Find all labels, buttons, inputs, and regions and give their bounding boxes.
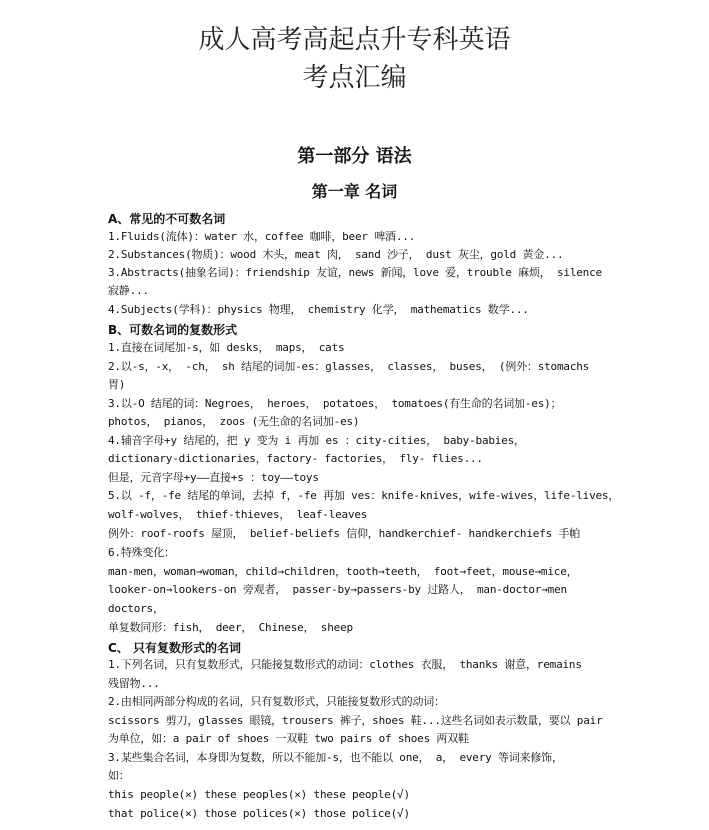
section-b-line: man-men，woman→woman，child→children，tooth→teeth， foot→feet，mouse→mice， bbox=[108, 565, 578, 578]
section-a-line: 1.Fluids(流体)：water 水，coffee 咖啡，beer 啤酒... bbox=[108, 230, 416, 243]
section-b-line: photos， pianos， zoos (无生命的名词加-es) bbox=[108, 415, 360, 428]
section-heading-a: A、常见的不可数名词 bbox=[108, 212, 226, 226]
part-heading: 第一部分 语法 bbox=[297, 146, 412, 167]
section-c-line: 2.由相同两部分构成的名词，只有复数形式，只能接复数形式的动词： bbox=[108, 695, 445, 708]
section-a-line: 3.Abstracts(抽象名词)：friendship 友谊，news 新闻，love 爱，trouble 麻烦， silence bbox=[108, 266, 602, 279]
section-b-line: 2.以-s，-x， -ch， sh 结尾的词加-es：glasses， classes， buses， (例外：stomachs bbox=[108, 360, 590, 373]
section-b-line: doctors， bbox=[108, 602, 164, 615]
document-title-line1: 成人高考高起点升专科英语 bbox=[198, 25, 511, 55]
section-b-line: 1.直接在词尾加-s，如 desks， maps， cats bbox=[108, 341, 345, 354]
section-a-line: 2.Substances(物质)：wood 木头，meat 肉， sand 沙子， dust 灰尘，gold 黄金... bbox=[108, 248, 564, 261]
section-c-line: that police(×) those polices(×) those police(√) bbox=[108, 807, 410, 820]
section-a-line: 4.Subjects(学科)：physics 物理， chemistry 化学， mathematics 数学... bbox=[108, 303, 529, 316]
section-b-line: 但是，元音字母+y——直接+s ：toy——toys bbox=[108, 471, 319, 484]
section-b-line: 单复数同形：fish， deer， Chinese， sheep bbox=[108, 621, 353, 634]
section-b-line: wolf-wolves， thief-thieves， leaf-leaves bbox=[108, 508, 368, 521]
section-b-line: 3.以-O 结尾的词：Negroes， heroes， potatoes， tomatoes(有生命的名词加-es)； bbox=[108, 397, 562, 410]
section-b-line: 6.特殊变化： bbox=[108, 546, 175, 559]
section-c-line: 1.下列名词，只有复数形式，只能接复数形式的动词：clothes 衣服， thanks 谢意，remains bbox=[108, 658, 582, 671]
section-heading-c: C、 只有复数形式的名词 bbox=[108, 641, 241, 655]
chapter-heading: 第一章 名词 bbox=[311, 182, 398, 201]
section-c-line: scissors 剪刀，glasses 眼镜，trousers 裤子，shoes 鞋...这些名词如表示数量，要以 pair bbox=[108, 714, 603, 727]
section-c-line: this people(×) these peoples(×) these people(√) bbox=[108, 788, 410, 801]
section-b-line: looker-on→lookers-on 旁观者， passer-by→passers-by 过路人， man-doctor→men bbox=[108, 583, 567, 596]
section-c-line: 为单位，如：a pair of shoes 一双鞋 two pairs of shoes 两双鞋 bbox=[108, 732, 469, 745]
section-b-line: 5.以 -f，-fe 结尾的单词，去掉 f，-fe 再加 ves：knife-knives，wife-wives，life-lives， bbox=[108, 489, 620, 502]
section-a-line: 寂静... bbox=[108, 284, 149, 297]
section-b-line: 4.辅音字母+y 结尾的，把 y 变为 i 再加 es ：city-cities， baby-babies， bbox=[108, 434, 525, 447]
section-c-line: 如： bbox=[108, 769, 130, 782]
section-b-line: 例外：roof-roofs 屋顶， belief-beliefs 信仰，handkerchief- handkerchiefs 手帕 bbox=[108, 527, 581, 540]
section-heading-b: B、可数名词的复数形式 bbox=[108, 323, 238, 337]
section-b-line: dictionary-dictionaries，factory- factories， fly- flies... bbox=[108, 452, 483, 465]
section-b-line: 胃) bbox=[108, 378, 126, 391]
section-c-line: 残留物... bbox=[108, 677, 160, 690]
document-title-line2: 考点汇编 bbox=[302, 63, 407, 93]
section-c-line: 3.某些集合名词，本身即为复数，所以不能加-s，也不能以 one， a， every 等词来修饰， bbox=[108, 751, 563, 764]
